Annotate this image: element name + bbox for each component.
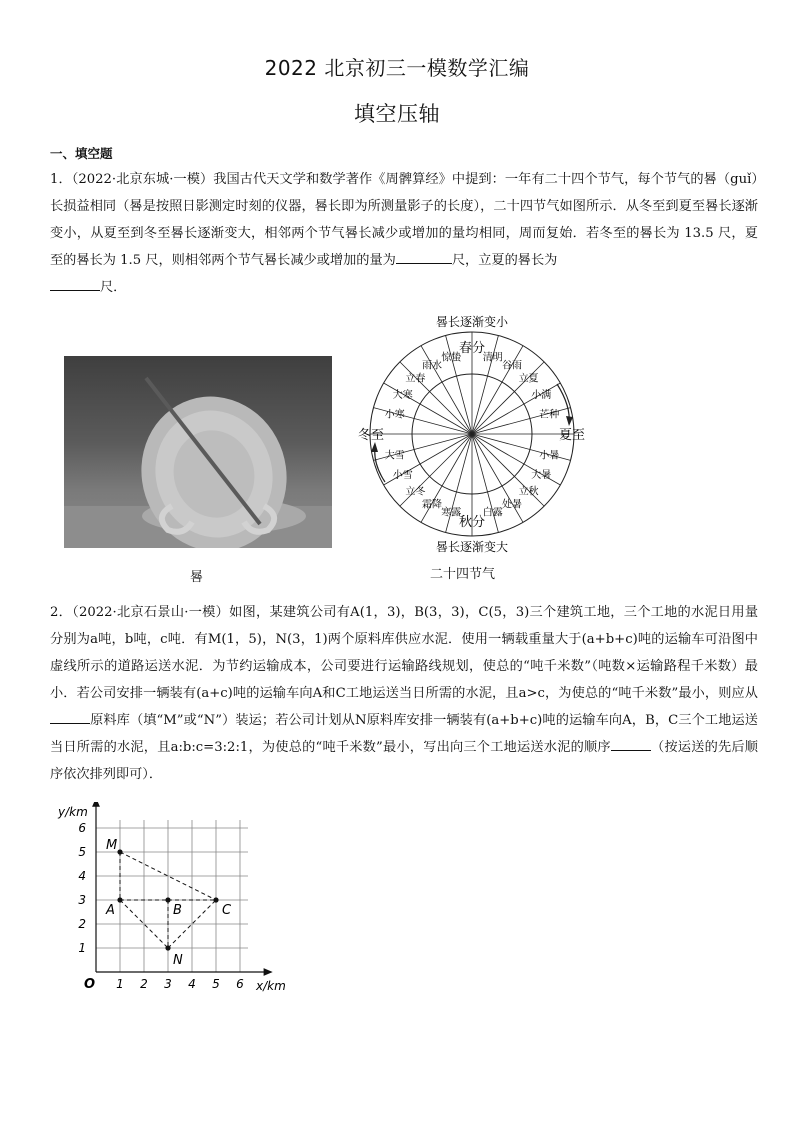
answer-blank[interactable] (50, 709, 90, 724)
y-axis-arrow (93, 802, 99, 806)
term-autumn-equinox: 秋分 (458, 515, 486, 530)
term-summer-solstice: 夏至 (559, 428, 586, 443)
solar-term-label: 寒露 (441, 507, 462, 519)
solar-term-label: 大暑 (531, 470, 552, 481)
solar-term-label: 芒种 (539, 409, 560, 421)
answer-blank[interactable] (396, 249, 452, 264)
point-label-b: B (173, 903, 182, 918)
question-text: 尺． (100, 280, 127, 295)
photo-caption: 晷 (190, 570, 204, 585)
sundial-photo (64, 356, 332, 548)
coordinate-grid (54, 802, 304, 1002)
x-tick-label: 5 (212, 977, 220, 991)
solar-term-label: 清明 (482, 352, 503, 364)
answer-blank[interactable] (611, 736, 651, 751)
x-tick-label: 4 (188, 977, 196, 991)
y-tick-label: 1 (78, 941, 86, 955)
solar-term-label: 立冬 (405, 486, 426, 498)
solar-term-label: 白露 (482, 507, 503, 519)
point-label-m: M (106, 838, 118, 853)
question-2 (50, 599, 758, 788)
x-axis-arrow (264, 969, 271, 975)
point-a (117, 897, 122, 902)
question-number: 2． (50, 605, 73, 620)
question-text: 尺，立夏的晷长为 (451, 253, 558, 268)
sundial-illustration (64, 356, 332, 548)
point-c (213, 897, 218, 902)
y-tick-label: 2 (78, 917, 86, 931)
solar-term-label: 立秋 (518, 486, 539, 498)
wheel-bottom-label: 晷长逐渐变大 (435, 540, 509, 554)
coordinate-figure (54, 802, 304, 1002)
page-subtitle: 填空压轴 (354, 102, 440, 126)
x-tick-label: 2 (140, 977, 148, 991)
solar-term-label: 雨水 (422, 360, 442, 372)
term-spring-equinox: 春分 (458, 341, 486, 356)
question-text: 我国古代天文学和数学著作《周髀算经》中提到：一年有二十四个节气，每个节气的晷（guǐ）长损益相同（晷是按照日影测定时刻的仪器，晷长即为所测量影子的长度），二十四节气如图所示．从冬至到夏至晷长逐渐变小，从夏至到冬至晷长逐渐变大，相邻两个节气晷长减少或增加的量均相同，周而复始．若冬至的晷长为 13.5 尺，夏至的晷长为 1.5 尺，则相邻两个节气晷长减少或增加的量为 (50, 172, 758, 268)
wheel-caption: 二十四节气 (430, 567, 496, 582)
y-tick-label: 3 (78, 893, 86, 907)
y-tick-label: 4 (78, 869, 86, 883)
x-axis-label: x/km (256, 979, 286, 993)
solar-term-label: 小寒 (384, 409, 405, 421)
x-tick-label: 1 (116, 977, 124, 991)
point-b (165, 897, 170, 902)
point-m (117, 849, 122, 854)
solar-term-label: 大雪 (384, 450, 405, 462)
solar-terms-diagram (352, 312, 592, 562)
question-source: （2022·北京东城·一模） (71, 172, 214, 187)
solar-term-label: 霜降 (422, 499, 442, 511)
question-1 (50, 166, 758, 301)
x-tick-label: 6 (236, 977, 244, 991)
question-number: 1． (50, 172, 72, 187)
question-source: （2022·北京石景山·一模） (72, 605, 230, 620)
solar-term-label: 谷雨 (502, 360, 522, 372)
solar-term-label: 立夏 (518, 373, 539, 385)
solar-term-label: 小暑 (539, 450, 560, 462)
question-text: 原料库（填“M”或“N”）装运；若公司计划从N原料库安排一辆装有(a+b+c)吨的运输车向A，B，C三个工地运送当日所需的水泥，且a:b:c=3:2:1，为使总的“吨千米数”最小，写出向三个工地运送水泥的顺序 (50, 713, 758, 755)
solar-term-label: 小雪 (392, 470, 413, 481)
question-text: 如图，某建筑公司有A(1，3)，B(3，3)，C(5，3)三个建筑工地，三个工地的水泥日用量分别为a吨，b吨，c吨．有M(1，5)，N(3，1)两个原料库供应水泥．使用一辆载重量大于(a+b+c)吨的运输车可沿图中虚线所示的道路运送水泥．为节约运输成本，公司要进行运输路线规划，使总的“吨千米数”（吨数×运输路程千米数）最小．若公司安排一辆装有(a+c)吨的运输车向A和C工地运送当日所需的水泥，且a>c，为使总的“吨千米数”最小，则应从 (50, 605, 759, 701)
term-winter-solstice: 冬至 (358, 428, 385, 443)
y-tick-label: 6 (78, 821, 86, 835)
point-label-a: A (106, 903, 115, 918)
question-text: （按运送的先后顺序依次排列即可）． (50, 740, 758, 782)
section-heading: 一、填空题 (50, 146, 113, 161)
point-label-n: N (173, 953, 183, 968)
point-n (165, 945, 170, 950)
solar-terms-wheel (352, 312, 592, 562)
solar-term-label: 立春 (405, 373, 426, 385)
y-axis-label: y/km (58, 805, 88, 819)
point-label-c: C (222, 903, 232, 918)
wheel-top-label: 晷长逐渐变小 (435, 315, 509, 329)
solar-term-label: 小满 (531, 390, 552, 401)
page-title: 2022 北京初三一模数学汇编 (264, 56, 530, 80)
solar-term-label: 大寒 (392, 390, 413, 401)
solar-term-label: 惊蛰 (441, 352, 462, 364)
y-tick-label: 5 (78, 845, 86, 859)
origin-label: O (84, 977, 96, 992)
answer-blank[interactable] (50, 276, 100, 291)
solar-term-label: 处暑 (502, 499, 522, 511)
x-tick-label: 3 (164, 977, 172, 991)
